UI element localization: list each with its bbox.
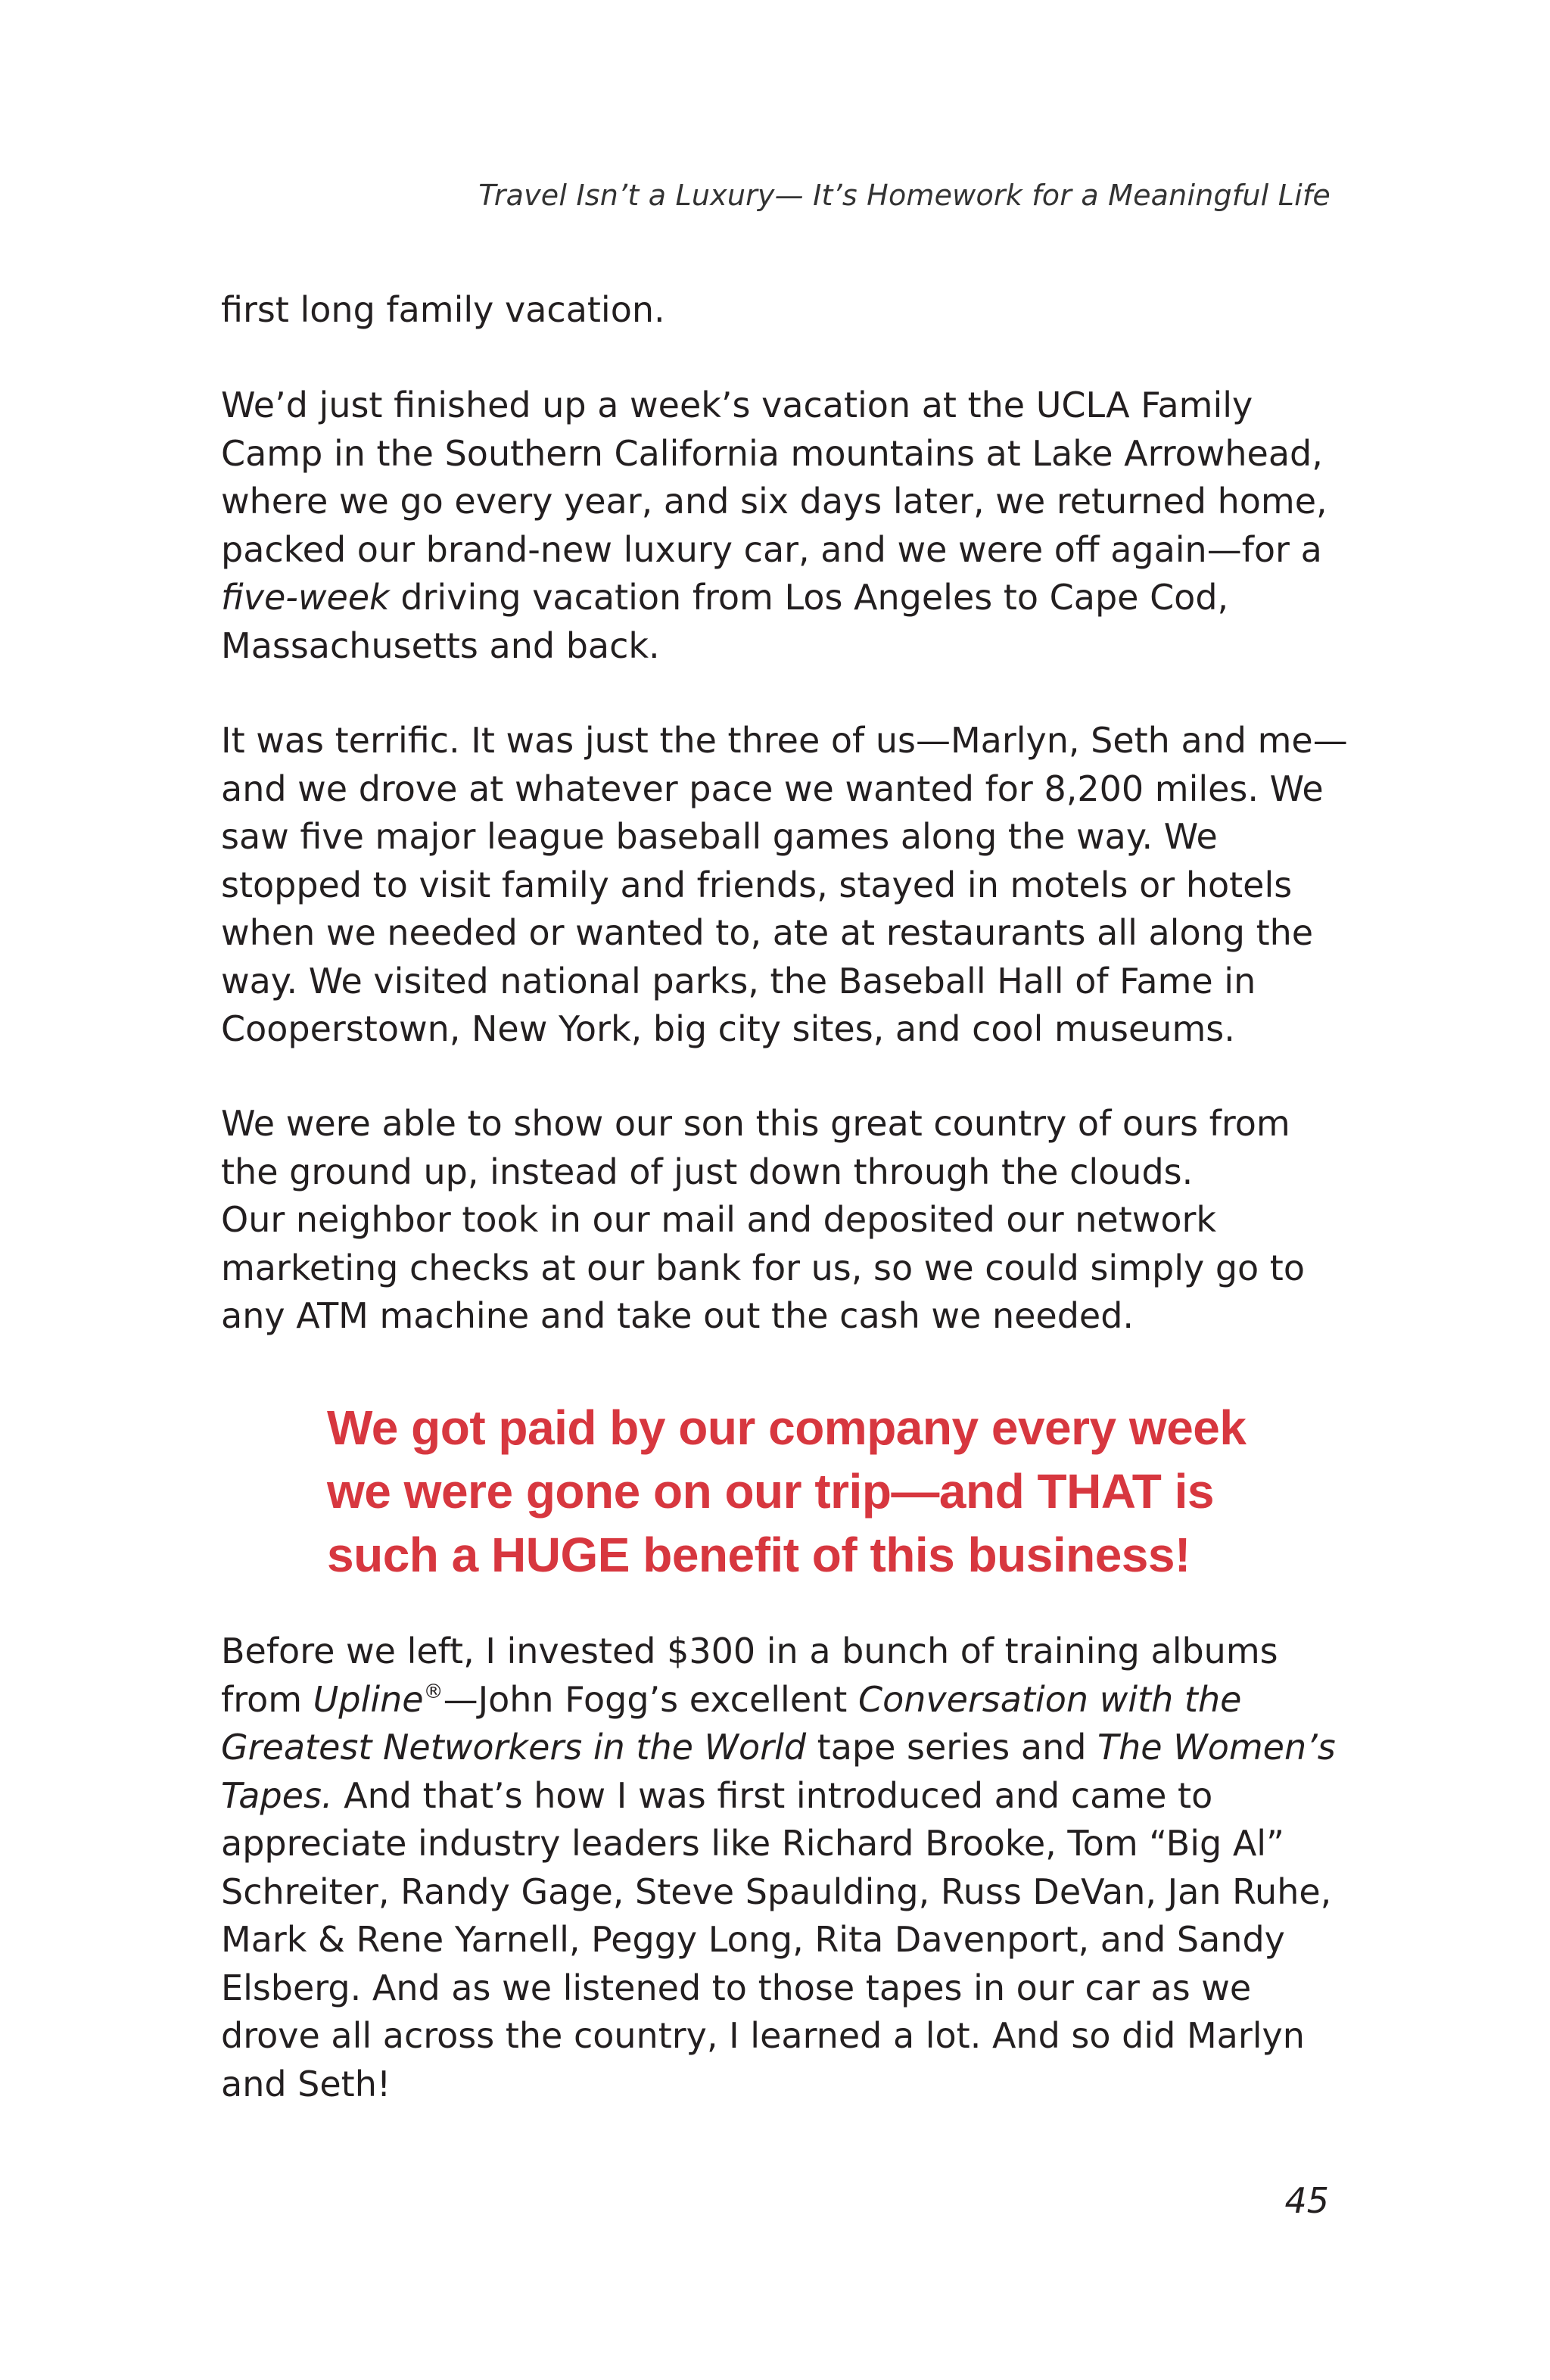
text-line: Elsberg. And as we listened to those tapes in our car as we <box>221 1967 1252 2008</box>
text-line: where we go every year, and six days later, we returned home, <box>221 481 1327 522</box>
italic-text: Tapes. <box>221 1774 333 1816</box>
text-line <box>221 1676 1356 1724</box>
paragraph-ucla-camp <box>221 382 1356 670</box>
italic-text: The Women’s <box>1097 1727 1336 1768</box>
paragraph-show-son <box>221 1100 1356 1341</box>
text-line: Schreiter, Randy Gage, Steve Spaulding, Russ DeVan, Jan Ruhe, <box>221 1871 1332 1912</box>
text-line: Our neighbor took in our mail and deposited our network <box>221 1199 1217 1240</box>
text-line: stopped to visit family and friends, stayed in motels or hotels <box>221 864 1293 905</box>
text-line: and we drove at whatever pace we wanted for 8,200 miles. We <box>221 768 1324 809</box>
text-span: tape series and <box>806 1727 1098 1768</box>
text-line: and Seth! <box>221 2063 391 2104</box>
italic-text: Greatest Networkers in the World <box>221 1727 807 1768</box>
paragraph-continuation <box>221 286 1356 335</box>
text-span: driving vacation from Los Angeles to Cape Cod, <box>389 577 1229 618</box>
italic-text: five-week <box>221 577 390 618</box>
text-line: the ground up, instead of just down through the clouds. <box>221 1151 1194 1192</box>
registered-mark: ® <box>423 1680 444 1703</box>
text-line: Mark & Rene Yarnell, Peggy Long, Rita Davenport, and Sandy <box>221 1919 1285 1960</box>
text-line: Before we left, I invested $300 in a bunch of training albums <box>221 1631 1278 1671</box>
text-line: Cooperstown, New York, big city sites, and cool museums. <box>221 1008 1235 1049</box>
pull-quote-line: We got paid by our company every week <box>327 1400 1247 1455</box>
text-line <box>221 574 1356 622</box>
text-line: way. We visited national parks, the Baseball Hall of Fame in <box>221 960 1256 1002</box>
italic-text: Upline <box>313 1678 424 1720</box>
text-line: We’d just finished up a week’s vacation at the UCLA Family <box>221 385 1253 425</box>
text-line: appreciate industry leaders like Richard Brooke, Tom “Big Al” <box>221 1823 1284 1864</box>
text-line: packed our brand-new luxury car, and we were off again—for a <box>221 528 1322 570</box>
pull-quote-line: such a HUGE benefit of this business! <box>327 1528 1191 1582</box>
pull-quote <box>327 1396 1387 1587</box>
text-line <box>221 1724 1356 1772</box>
text-line: when we needed or wanted to, ate at restaurants all along the <box>221 912 1314 953</box>
text-line: Camp in the Southern California mountains at Lake Arrowhead, <box>221 432 1323 474</box>
text-line: any ATM machine and take out the cash we needed. <box>221 1295 1134 1336</box>
text-line: saw five major league baseball games along the way. We <box>221 816 1218 857</box>
text-line: drove all across the country, I learned a lot. And so did Marlyn <box>221 2015 1305 2056</box>
text-span: And that’s how I was first introduced and came to <box>332 1774 1213 1816</box>
text-span: from <box>221 1678 313 1720</box>
text-line: marketing checks at our bank for us, so we could simply go to <box>221 1247 1305 1288</box>
text-line <box>221 1772 1356 1821</box>
paragraph-terrific-trip <box>221 717 1356 1054</box>
text-line: We were able to show our son this great country of ours from <box>221 1103 1290 1144</box>
page-number: 45 <box>1284 2180 1329 2221</box>
text-span: —John Fogg’s excellent <box>443 1678 858 1720</box>
text-line: It was terrific. It was just the three of us—Marlyn, Seth and me— <box>221 720 1348 761</box>
paragraph-training-albums <box>221 1628 1356 2108</box>
text-line: Massachusetts and back. <box>221 625 660 666</box>
text-line: first long family vacation. <box>221 289 665 330</box>
italic-text: Conversation with the <box>857 1678 1242 1720</box>
pull-quote-line: we were gone on our trip—and THAT is <box>327 1464 1214 1519</box>
running-header: Travel Isn’t a Luxury— It’s Homework for a Meaningful Life <box>478 179 1331 212</box>
